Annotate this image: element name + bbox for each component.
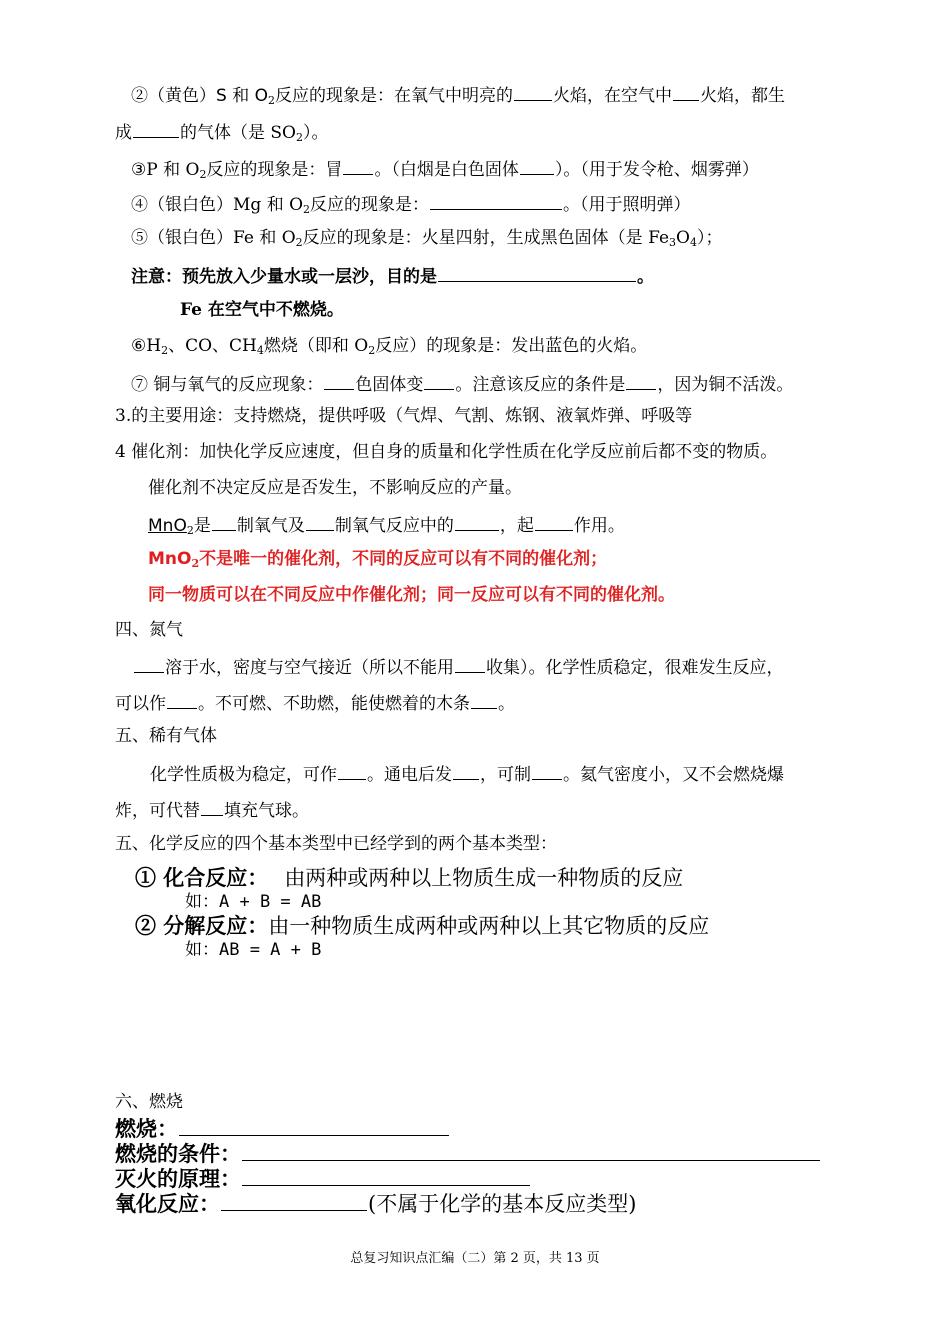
blank[interactable] <box>324 372 354 390</box>
line-note: 注意：预先放入少量水或一层沙，目的是 。 <box>131 264 654 287</box>
blank[interactable] <box>471 691 497 709</box>
line-nitrogen-2: 可以作 。不可燃、不助燃，能使燃着的木条 。 <box>115 691 515 714</box>
blank[interactable] <box>532 762 562 780</box>
line-magnesium: ④（银白色）Mg 和 $O_2$反应的现象是： 。（用于照明弹） <box>131 192 691 215</box>
blank[interactable] <box>167 691 197 709</box>
line-red-1: MnO$_2$不是唯一的催化剂，不同的反应可以有不同的催化剂； <box>148 549 608 570</box>
blank[interactable] <box>212 513 236 531</box>
blank[interactable] <box>424 372 454 390</box>
heading-reaction-types: 五、化学反应的四个基本类型中已经学到的两个基本类型： <box>115 834 557 854</box>
blank[interactable] <box>221 1190 367 1211</box>
blank[interactable] <box>133 120 179 138</box>
line-extinguish: 灭火的原理： <box>115 1165 531 1191</box>
heading-combustion: 六、燃烧 <box>115 1092 183 1112</box>
heading-rare-gas: 五、稀有气体 <box>115 726 217 746</box>
line-gases: $⑥H_2$、CO、$CH_4$燃烧（即和 $O_2$反应）的现象是：发出蓝色的火焰。 <box>131 336 648 357</box>
blank[interactable] <box>626 372 656 390</box>
blank[interactable] <box>242 1140 820 1161</box>
line-mno2: MnO$_2$是 制氧气及 制氧气反应中的 ，起 作用。 <box>148 513 625 536</box>
line-catalyst-note: 催化剂不决定反应是否发生，不影响反应的产量。 <box>148 478 522 498</box>
blank[interactable] <box>338 762 366 780</box>
blank[interactable] <box>201 798 223 816</box>
line-sulfur-2: 成 的气体（是 $SO_2$）。 <box>115 120 329 143</box>
line-rare-gas-1: 化学性质极为稳定，可作 。通电后发 ，可制 。氦气密度小，又不会燃烧爆 <box>150 762 784 785</box>
line-catalyst-def: 4 催化剂：加快化学反应速度，但自身的质量和化学性质在化学反应前后都不变的物质。 <box>115 442 778 462</box>
line-copper: ⑦ 铜与氧气的反应现象： 色固体变 。注意该反应的条件是 ，因为铜不活泼。 <box>131 372 793 395</box>
line-rare-gas-2: 炸，可代替 填充气球。 <box>115 798 309 821</box>
line-phosphorus: ③P 和 $O_2$反应的现象是：冒 。（白烟是白色固体 ）。（用于发令枪、烟雾弹） <box>131 157 759 180</box>
line-red-2: 同一物质可以在不同反应中作催化剂；同一反应可以有不同的催化剂。 <box>148 585 675 605</box>
page-footer: 总复习知识点汇编（二）第 2 页，共 13 页 <box>350 1251 600 1266</box>
line-combination-example: 如：A + B = AB <box>185 892 322 912</box>
line-uses: 3.的主要用途：支持燃烧，提供呼吸（气焊、气割、炼钢、液氧炸弹、呼吸等 <box>115 406 693 426</box>
blank[interactable] <box>430 192 562 210</box>
blank[interactable] <box>520 157 554 175</box>
heading-nitrogen: 四、氮气 <box>115 620 183 640</box>
blank[interactable] <box>134 655 164 673</box>
blank[interactable] <box>535 513 573 531</box>
line-decomposition: ② 分解反应：由一种物质生成两种或两种以上其它物质的反应 <box>135 913 710 938</box>
blank[interactable] <box>453 762 479 780</box>
blank[interactable] <box>673 83 699 101</box>
line-oxidation: 氧化反应： (不属于化学的基本反应类型) <box>115 1191 637 1216</box>
line-decomposition-example: 如：AB = A + B <box>185 940 322 960</box>
blank[interactable] <box>242 1165 530 1186</box>
blank[interactable] <box>438 264 636 282</box>
line-iron: ⑤（银白色）Fe 和 $O_2$反应的现象是：火星四射，生成黑色固体（是 $Fe_3O_4$）； <box>131 228 723 249</box>
blank[interactable] <box>179 1115 449 1136</box>
line-combustion: 燃烧： <box>115 1115 450 1141</box>
blank[interactable] <box>514 83 552 101</box>
blank[interactable] <box>306 513 334 531</box>
line-combustion-conditions: 燃烧的条件： <box>115 1140 821 1166</box>
blank[interactable] <box>343 157 373 175</box>
line-nitrogen-1: 溶于水，密度与空气接近（所以不能用 收集）。化学性质稳定，很难发生反应， <box>133 655 784 678</box>
line-combination: ① 化合反应： 由两种或两种以上物质生成一种物质的反应 <box>135 865 684 890</box>
blank[interactable] <box>455 513 499 531</box>
blank[interactable] <box>455 655 485 673</box>
line-fe-note: Fe 在空气中不燃烧。 <box>180 300 344 320</box>
line-sulfur-1: ②（黄色）S 和 $O_2$反应的现象是：在氧气中明亮的 火焰，在空气中 火焰，都生 <box>131 83 785 106</box>
